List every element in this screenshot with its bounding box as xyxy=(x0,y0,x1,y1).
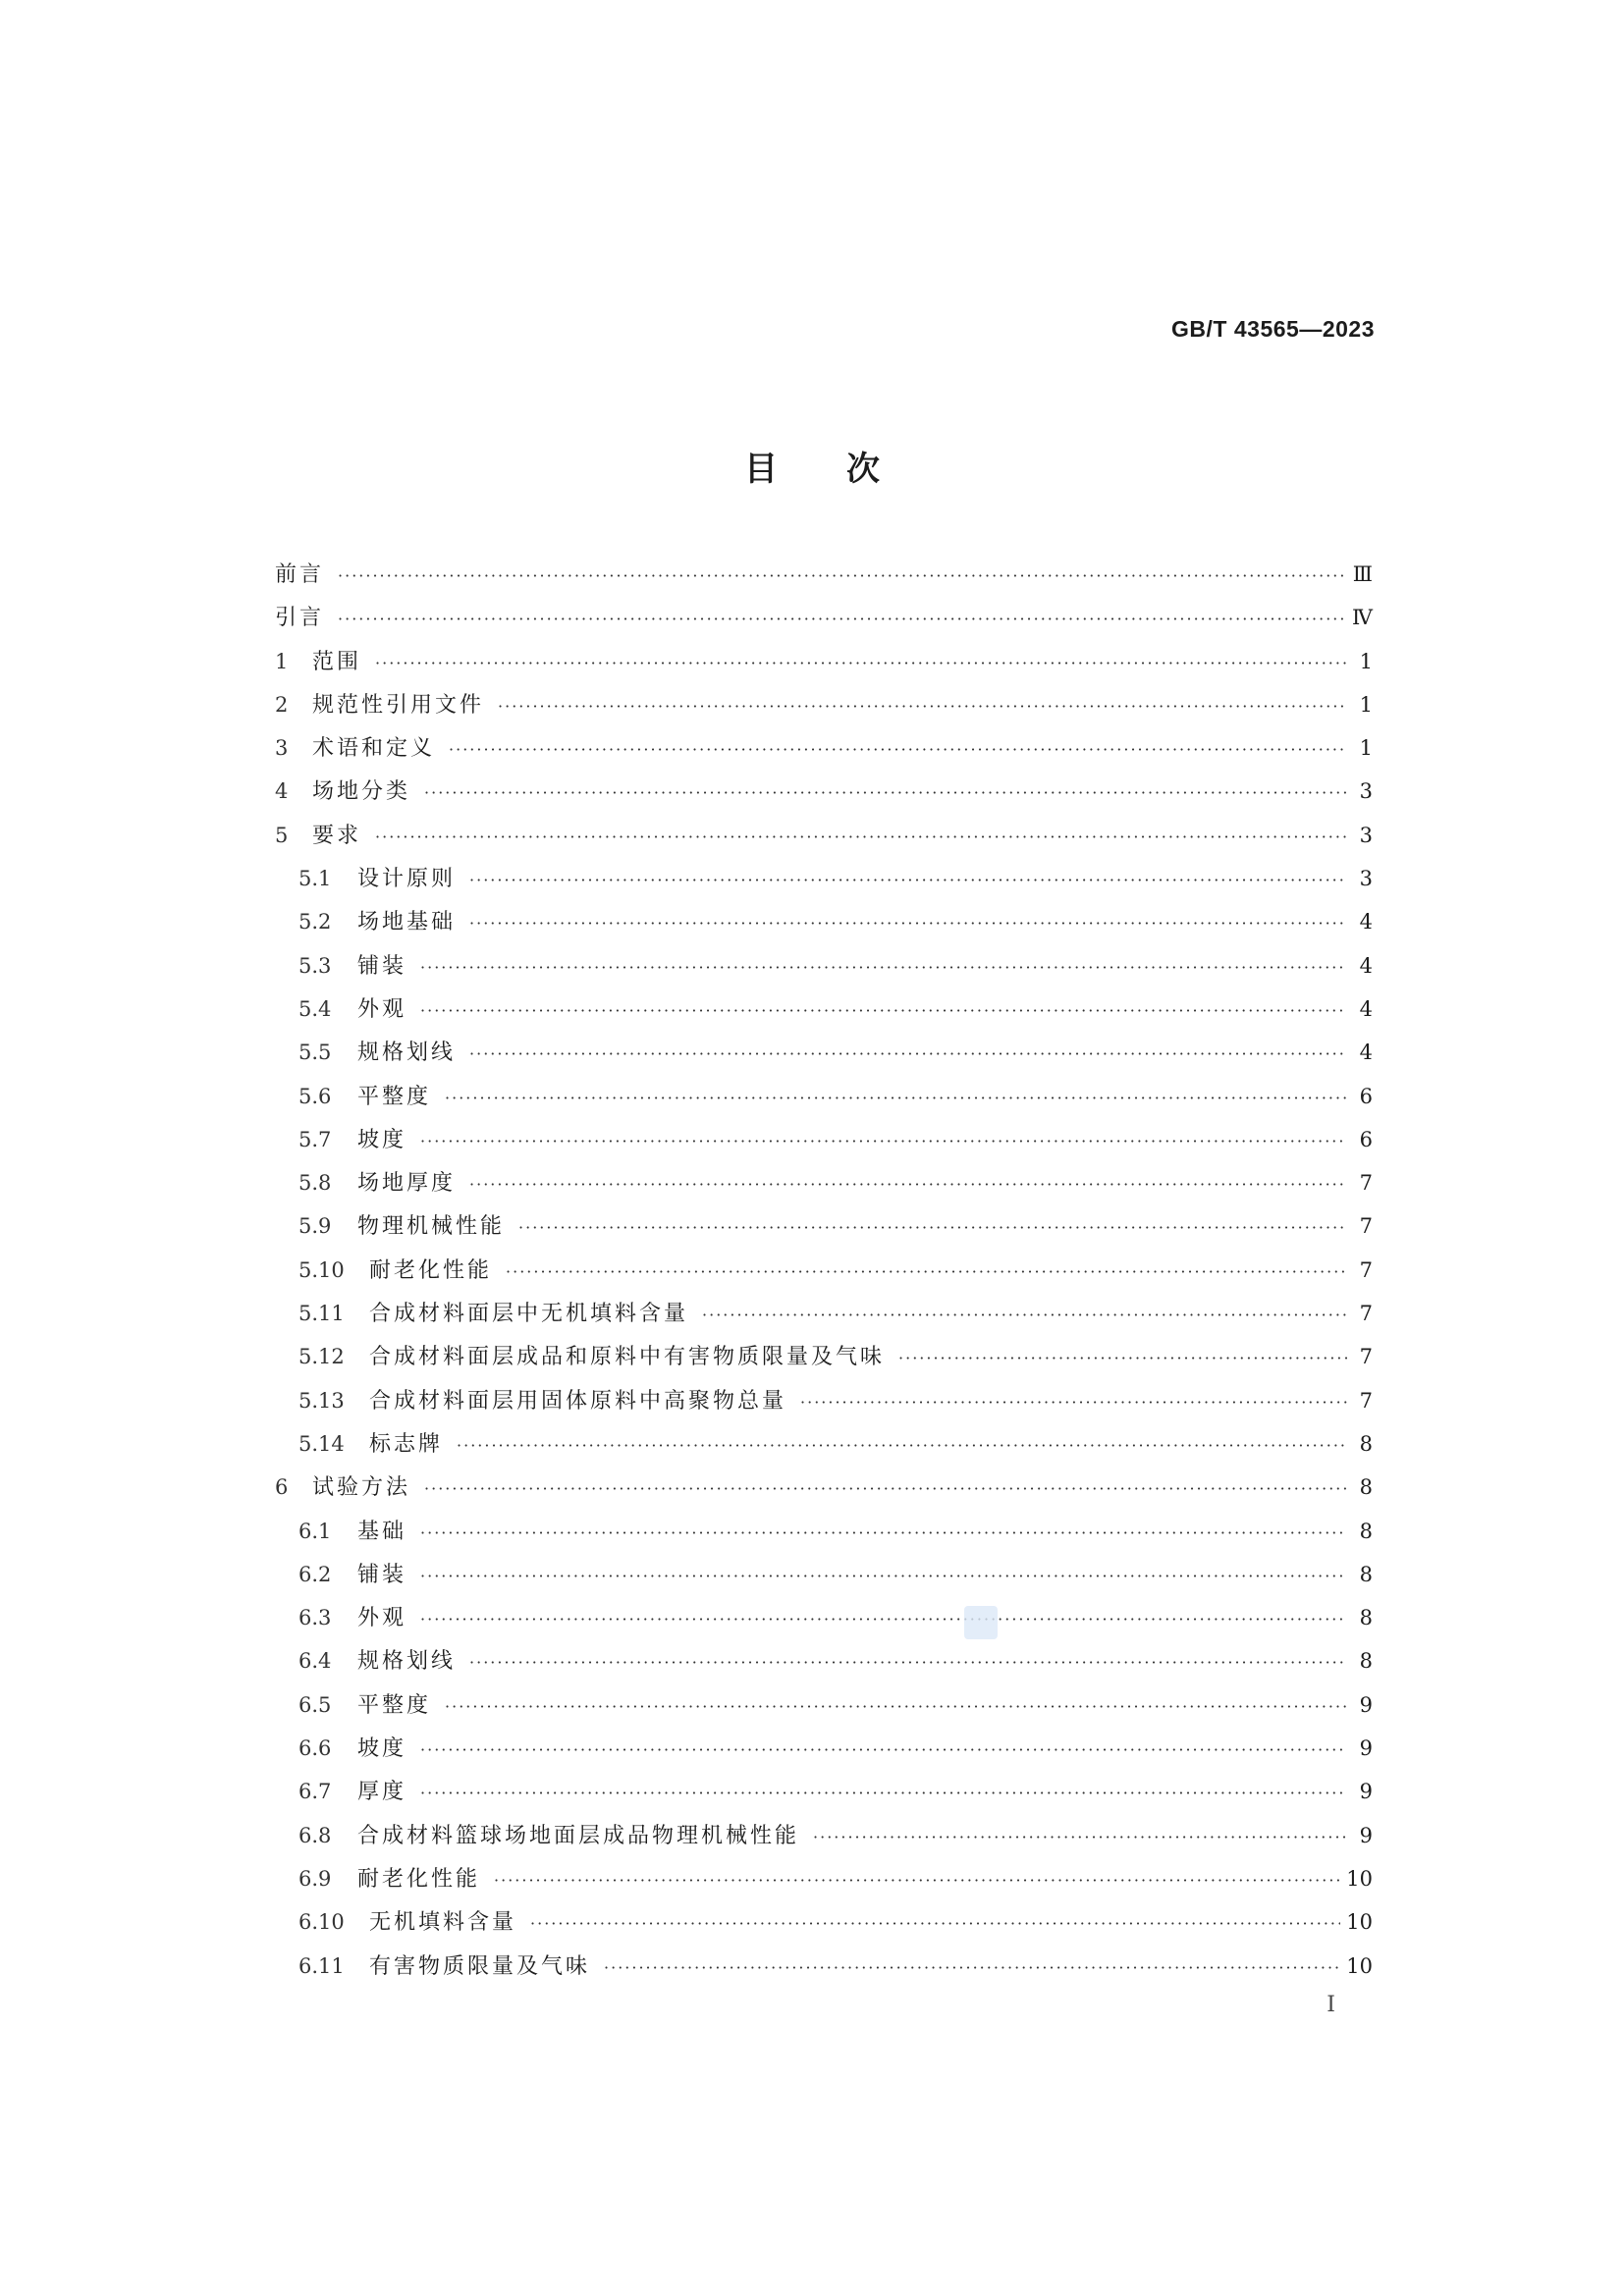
toc-entry-number: 5.5 xyxy=(298,1041,332,1065)
toc-entry-title: 无机填料含量 xyxy=(369,1910,517,1936)
dot-leader xyxy=(494,1859,1340,1902)
toc-entry-number: 5.11 xyxy=(298,1302,345,1326)
toc-entry[interactable] xyxy=(275,1379,1373,1422)
toc-entry-number: 5.8 xyxy=(298,1171,332,1196)
toc-entry-number: 5.10 xyxy=(298,1257,345,1282)
toc-entry[interactable] xyxy=(275,1118,1373,1161)
toc-entry[interactable] xyxy=(275,683,1373,726)
toc-entry-number: 5.4 xyxy=(298,996,332,1021)
toc-entry-title: 铺装 xyxy=(357,1562,407,1587)
toc-entry[interactable] xyxy=(275,1857,1373,1900)
toc-entry-title: 铺装 xyxy=(357,953,407,979)
toc-entry[interactable] xyxy=(275,1596,1373,1639)
toc-entry-title: 耐老化性能 xyxy=(369,1257,493,1283)
toc-entry-title: 有害物质限量及气味 xyxy=(369,1953,591,1979)
toc-entry-number: 6.3 xyxy=(298,1606,332,1630)
toc-entry-page: 7 xyxy=(1359,1388,1373,1413)
toc-entry-title: 试验方法 xyxy=(312,1475,411,1501)
toc-entry-number: 5.6 xyxy=(298,1084,332,1108)
toc-entry-number: 1 xyxy=(275,649,289,673)
toc-entry[interactable] xyxy=(275,1770,1373,1813)
toc-entry-page: 8 xyxy=(1359,1475,1373,1500)
toc-entry-title: 合成材料面层中无机填料含量 xyxy=(369,1302,689,1327)
toc-entry-number: 5.12 xyxy=(298,1345,345,1369)
dot-leader xyxy=(420,1598,1347,1641)
dot-leader xyxy=(469,1641,1347,1684)
toc-entry[interactable] xyxy=(275,596,1373,639)
toc-entry-number: 5.9 xyxy=(298,1214,332,1239)
toc-entry[interactable] xyxy=(275,1292,1373,1335)
dot-leader xyxy=(800,1381,1347,1424)
toc-entry-page: 1 xyxy=(1359,692,1373,717)
toc-entry-page: 8 xyxy=(1359,1606,1373,1630)
toc-entry-title: 范围 xyxy=(312,649,362,674)
toc-entry[interactable] xyxy=(275,1161,1373,1204)
toc-entry-title: 坡度 xyxy=(357,1127,407,1152)
toc-entry-number: 6.4 xyxy=(298,1649,332,1674)
toc-entry-title: 场地厚度 xyxy=(357,1171,457,1197)
toc-entry-page: 3 xyxy=(1359,867,1373,891)
toc-entry-number: 6.7 xyxy=(298,1780,332,1804)
dot-leader xyxy=(445,1077,1347,1120)
dot-leader xyxy=(375,816,1347,859)
toc-entry-number: 6.5 xyxy=(298,1692,332,1717)
dot-leader xyxy=(457,1424,1347,1468)
toc-entry-title: 基础 xyxy=(357,1519,407,1544)
dot-leader xyxy=(702,1294,1347,1337)
toc-entry-page: 8 xyxy=(1359,1649,1373,1674)
dot-leader xyxy=(420,1729,1347,1772)
toc-entry-title: 场地分类 xyxy=(312,779,411,805)
toc-entry-title: 厚度 xyxy=(357,1780,407,1805)
toc-entry-title: 合成材料面层用固体原料中高聚物总量 xyxy=(369,1388,787,1414)
toc-entry-page: 8 xyxy=(1359,1562,1373,1586)
dot-leader xyxy=(469,1163,1347,1206)
toc-entry[interactable] xyxy=(275,988,1373,1031)
toc-entry-page: 4 xyxy=(1359,996,1373,1021)
toc-entry-title: 规格划线 xyxy=(357,1041,457,1066)
watermark-mark xyxy=(964,1606,998,1639)
toc-entry-title: 坡度 xyxy=(357,1736,407,1762)
toc-entry-title: 规范性引用文件 xyxy=(312,692,485,718)
dot-leader xyxy=(898,1337,1347,1380)
toc-entry-page: 10 xyxy=(1346,1953,1373,1978)
toc-entry-title: 标志牌 xyxy=(369,1431,444,1457)
toc-entry-page: 9 xyxy=(1359,1736,1373,1761)
toc-entry-number: 5.13 xyxy=(298,1388,345,1413)
dot-leader xyxy=(469,1033,1347,1076)
dot-leader xyxy=(518,1206,1347,1250)
toc-entry-page: 10 xyxy=(1346,1910,1373,1935)
dot-leader xyxy=(420,946,1347,989)
page-title: 目次 xyxy=(744,450,948,489)
toc-entry[interactable] xyxy=(275,1422,1373,1466)
dot-leader xyxy=(469,859,1347,902)
toc-entry-page: 1 xyxy=(1359,736,1373,761)
toc-entry-number: 6.8 xyxy=(298,1823,332,1847)
dot-leader xyxy=(604,1947,1340,1990)
toc-entry-title: 平整度 xyxy=(357,1084,432,1109)
toc-entry[interactable] xyxy=(275,1335,1373,1378)
toc-entry-page: 6 xyxy=(1359,1127,1373,1151)
toc-entry-page: 9 xyxy=(1359,1692,1373,1717)
toc-entry-number: 6.2 xyxy=(298,1562,332,1586)
dot-leader xyxy=(420,989,1347,1033)
toc-entry[interactable] xyxy=(275,1075,1373,1118)
dot-leader xyxy=(420,1512,1347,1555)
dot-leader xyxy=(338,555,1347,598)
dot-leader xyxy=(506,1251,1347,1294)
toc-entry-page: 6 xyxy=(1359,1084,1373,1108)
toc-entry-title: 场地基础 xyxy=(357,910,457,935)
toc-entry[interactable] xyxy=(275,1683,1373,1727)
toc-entry-title: 设计原则 xyxy=(357,867,457,892)
toc-entry[interactable] xyxy=(275,553,1373,596)
toc-entry[interactable] xyxy=(275,944,1373,988)
toc-entry-number: 6.11 xyxy=(298,1953,345,1978)
toc-entry-page: Ⅲ xyxy=(1352,562,1373,586)
dot-leader xyxy=(420,1120,1347,1163)
toc-entry-title: 规格划线 xyxy=(357,1649,457,1675)
toc-entry-page: 8 xyxy=(1359,1431,1373,1456)
toc-entry-title: 合成材料面层成品和原料中有害物质限量及气味 xyxy=(369,1345,886,1370)
toc-entry-number: 6.6 xyxy=(298,1736,332,1761)
toc-entry[interactable] xyxy=(275,640,1373,683)
toc-entry-number: 3 xyxy=(275,736,289,761)
toc-entry-page: 7 xyxy=(1359,1302,1373,1326)
toc-entry[interactable] xyxy=(275,1900,1373,1944)
toc-entry[interactable] xyxy=(275,770,1373,813)
toc-entry-page: 4 xyxy=(1359,1041,1373,1065)
toc-entry-page: 7 xyxy=(1359,1214,1373,1239)
toc-entry-page: 7 xyxy=(1359,1257,1373,1282)
toc-entry[interactable] xyxy=(275,1945,1373,1988)
toc-entry[interactable] xyxy=(275,1466,1373,1509)
dot-leader xyxy=(424,772,1347,815)
toc-entry[interactable] xyxy=(275,1639,1373,1682)
toc-entry-title: 物理机械性能 xyxy=(357,1214,506,1240)
toc-entry-number: 5.7 xyxy=(298,1127,332,1151)
toc-entry[interactable] xyxy=(275,814,1373,857)
toc-entry-number: 5 xyxy=(275,823,289,847)
toc-entry-number: 6 xyxy=(275,1475,289,1500)
toc-entry-title: 平整度 xyxy=(357,1692,432,1718)
toc-entry-page: 10 xyxy=(1346,1866,1373,1891)
dot-leader xyxy=(420,1772,1347,1815)
toc-entry-number: 6.1 xyxy=(298,1519,332,1543)
toc-entry-title: 术语和定义 xyxy=(312,736,436,762)
toc-entry-number: 6.9 xyxy=(298,1866,332,1891)
toc-entry-title: 外观 xyxy=(357,996,407,1022)
toc-entry[interactable] xyxy=(275,1814,1373,1857)
toc-entry-page: 3 xyxy=(1359,823,1373,847)
toc-entry[interactable] xyxy=(275,857,1373,900)
toc-entry-page: 8 xyxy=(1359,1519,1373,1543)
dot-leader xyxy=(420,1555,1347,1598)
toc-entry-title: 耐老化性能 xyxy=(357,1866,481,1892)
toc-entry-title: 前言 xyxy=(275,562,325,587)
toc-entry-number: 4 xyxy=(275,779,289,804)
toc-entry-page: 3 xyxy=(1359,779,1373,804)
toc-entry-title: 合成材料篮球场地面层成品物理机械性能 xyxy=(357,1823,800,1848)
toc-entry-number: 5.3 xyxy=(298,953,332,978)
toc-entry[interactable] xyxy=(275,900,1373,943)
page-number: Ⅰ xyxy=(1326,1993,1335,2017)
toc-entry-page: 1 xyxy=(1359,649,1373,673)
dot-leader xyxy=(338,598,1346,641)
toc-entry[interactable] xyxy=(275,726,1373,770)
toc-entry-page: 9 xyxy=(1359,1823,1373,1847)
toc-entry-title: 引言 xyxy=(275,606,325,631)
toc-entry-title: 要求 xyxy=(312,823,362,848)
toc-entry[interactable] xyxy=(275,1031,1373,1074)
toc-entry-page: 4 xyxy=(1359,953,1373,978)
dot-leader xyxy=(498,685,1347,728)
toc-entry-page: 7 xyxy=(1359,1171,1373,1196)
toc-entry-number: 6.10 xyxy=(298,1910,345,1935)
dot-leader xyxy=(469,902,1347,945)
toc-entry-title: 外观 xyxy=(357,1606,407,1631)
toc-entry-page: 7 xyxy=(1359,1345,1373,1369)
toc-entry[interactable] xyxy=(275,1249,1373,1292)
toc-entry[interactable] xyxy=(275,1510,1373,1553)
dot-leader xyxy=(424,1468,1347,1511)
dot-leader xyxy=(375,642,1347,685)
dot-leader xyxy=(445,1685,1347,1729)
toc-entry[interactable] xyxy=(275,1727,1373,1770)
toc-entry-number: 2 xyxy=(275,692,289,717)
dot-leader xyxy=(449,728,1347,772)
toc-entry-page: 9 xyxy=(1359,1780,1373,1804)
standard-code: GB/T 43565—2023 xyxy=(1171,316,1375,342)
toc-entry-number: 5.2 xyxy=(298,910,332,934)
dot-leader xyxy=(813,1816,1347,1859)
toc-entry-number: 5.1 xyxy=(298,867,332,891)
dot-leader xyxy=(530,1902,1340,1946)
toc-entry-page: 4 xyxy=(1359,910,1373,934)
toc-entry[interactable] xyxy=(275,1553,1373,1596)
toc-entry-page: Ⅳ xyxy=(1352,606,1373,630)
toc-entry-number: 5.14 xyxy=(298,1431,345,1456)
table-of-contents xyxy=(275,553,1373,1988)
toc-entry[interactable] xyxy=(275,1204,1373,1248)
